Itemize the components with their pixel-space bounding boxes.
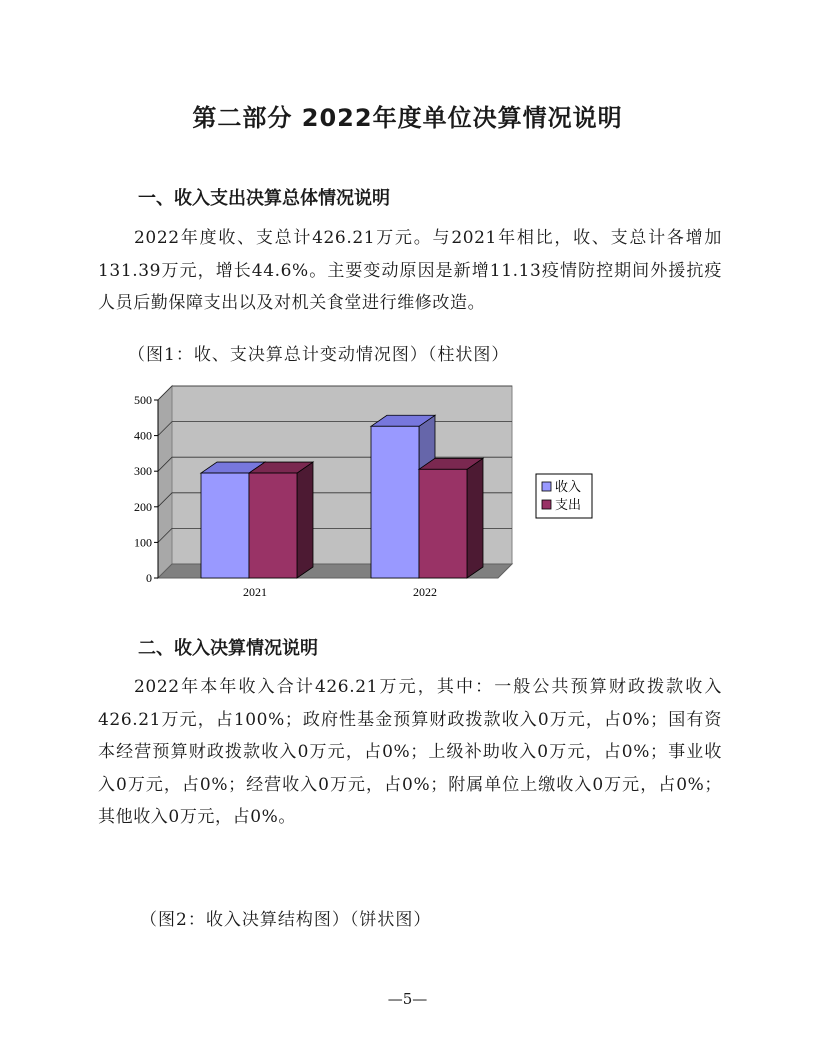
figure-1-caption: （图1：收、支决算总计变动情况图）（柱状图） (128, 345, 510, 365)
y-axis (134, 393, 158, 585)
y-tick-label: 500 (134, 393, 152, 407)
x-tick-label: 2022 (413, 585, 437, 599)
x-axis (243, 585, 437, 599)
legend-label: 收入 (555, 480, 582, 495)
section-1-heading: 一、收入支出决算总体情况说明 (138, 188, 390, 209)
legend-swatch (542, 482, 551, 491)
y-tick-label: 300 (134, 464, 152, 479)
legend-swatch (542, 500, 551, 509)
figure-2-caption: （图2：收入决算结构图）（饼状图） (140, 910, 432, 930)
x-tick-label: 2021 (243, 585, 267, 599)
legend-label: 支出 (555, 498, 582, 513)
section-2-heading: 二、收入决算情况说明 (138, 638, 318, 659)
bar-side (297, 462, 313, 578)
bar-side (467, 458, 483, 578)
section-1-paragraph: 2022年度收、支总计426.21万元。与2021年相比，收、支总计各增加131.39万元，增长44.6%。主要变动原因是新增11.13疫情防控期间外援抗疫人员后勤保障支出以及对机关食堂进行维修改造。 (98, 228, 722, 313)
bar-收入 (201, 473, 249, 578)
chart-side-wall (158, 386, 172, 578)
y-tick-label: 200 (134, 499, 152, 514)
y-tick-label: 400 (134, 428, 152, 443)
bar-支出 (249, 473, 297, 578)
bar-收入 (371, 426, 419, 578)
chart-legend (536, 474, 592, 518)
y-tick-label: 0 (146, 571, 152, 585)
y-tick-label: 100 (134, 535, 152, 550)
section-2-paragraph: 2022年本年收入合计426.21万元，其中：一般公共预算财政拨款收入426.21万元，占100%；政府性基金预算财政拨款收入0万元，占0%；国有资本经营预算财政拨款收入0万元，占0%；上级补助收入0万元，占0%；事业收入0万元，占0%；经营收入0万元，占0%；附属单位上缴收入0万元，占0%；其他收入0万元，占0%。 (98, 677, 722, 827)
page-title: 第二部分 2022年度单位决算情况说明 (192, 104, 623, 132)
page-number: —5— (387, 990, 428, 1008)
income-expense-bar-chart (118, 384, 608, 606)
bar-支出 (419, 469, 467, 578)
